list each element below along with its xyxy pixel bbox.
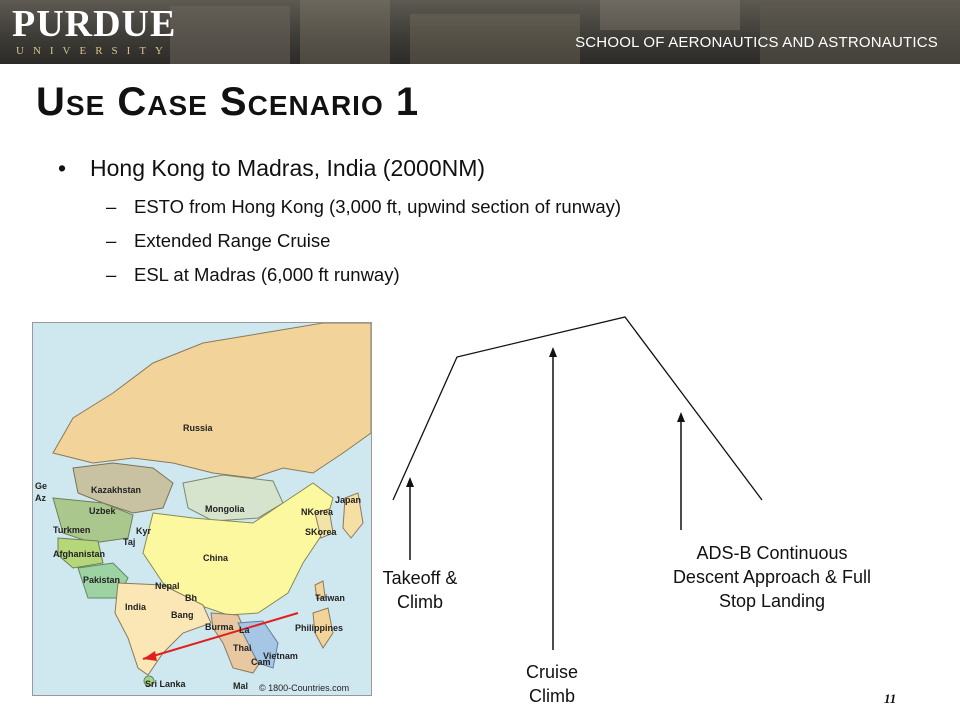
dash-mark: – [106,196,117,217]
descent-label-line2: Descent Approach & Full [672,567,872,587]
header-banner [0,0,960,64]
takeoff-label-line2: Climb [396,592,443,612]
cruise-label-line2: Climb [528,686,575,706]
map-label-kyr: Kyr [136,526,152,536]
slide-title: Use Case Scenario 1 [36,80,420,124]
dash-mark: – [106,230,117,251]
dash-mark: – [106,264,117,285]
map-label-taiwan: Taiwan [315,593,345,603]
map-label-nepal: Nepal [155,581,180,591]
page-number: 11 [884,691,897,706]
map-label-skorea: SKorea [305,527,337,537]
map-label-burma: Burma [205,622,234,632]
bullet-list [58,155,938,298]
map-label-ge: Ge [35,481,48,491]
russia-region [53,323,371,478]
flight-profile-diagram [360,305,800,715]
map-label-la: La [239,625,250,635]
descent-label-line3: Stop Landing [718,591,826,611]
takeoff-arrowhead [406,477,414,487]
campus-photo-block [600,0,740,30]
logo-subtitle: UNIVERSITY [16,45,172,57]
map-label-india: India [125,602,147,612]
descent-arrowhead [677,412,685,422]
map-label-pakistan: Pakistan [83,575,121,585]
campus-photo-block [170,6,290,64]
map-label-kazakhstan: Kazakhstan [91,485,142,495]
sub-bullet [106,196,938,218]
sub-bullet [106,264,938,286]
map-label-mal: Mal [233,681,249,691]
cruise-label-line1: Cruise [525,662,578,682]
cruise-label [492,660,612,708]
bullet-mark: • [58,155,67,181]
map-label-taj: Taj [123,537,136,547]
map-label-bh: Bh [185,593,197,603]
map-label-nkorea: NKorea [301,507,334,517]
main-bullet [58,155,938,182]
map-credit: © 1800-Countries.com [259,683,350,693]
school-name: SCHOOL OF AERONAUTICS AND ASTRONAUTICS [575,34,938,51]
takeoff-label [360,566,480,614]
sub-bullet [106,230,938,252]
descent-label [622,541,922,613]
cruise-arrowhead [549,347,557,357]
map-label-philippines: Philippines [295,623,344,633]
map-label-vietnam: Vietnam [263,651,298,661]
asia-map [32,322,372,696]
map-label-uzbek: Uzbek [89,506,116,516]
campus-photo-block [300,0,390,64]
sub-bullet-text: ESL at Madras (6,000 ft runway) [134,264,400,285]
sub-bullet-text: Extended Range Cruise [134,230,331,251]
map-label-afghanistan: Afghanistan [53,549,106,559]
map-label-china: China [203,553,229,563]
map-label-mongolia: Mongolia [205,504,245,514]
map-label-turkmen: Turkmen [53,525,91,535]
descent-label-line1: ADS-B Continuous [696,543,848,563]
map-label-az: Az [35,493,46,503]
logo-wordmark: PURDUE [12,3,177,45]
map-label-srilanka: Sri Lanka [145,679,186,689]
map-label-japan: Japan [335,495,362,505]
purdue-logo [12,4,176,57]
takeoff-label-line1: Takeoff & [382,568,458,588]
map-label-thai: Thai [233,643,252,653]
sub-bullet-text: ESTO from Hong Kong (3,000 ft, upwind section of runway) [134,196,622,217]
flight-profile-line [393,317,762,500]
map-label-bang: Bang [171,610,194,620]
map-label-cam: Cam [251,657,271,667]
main-bullet-text: Hong Kong to Madras, India (2000NM) [90,155,486,181]
campus-photo-block [410,14,580,64]
map-label-russia: Russia [183,423,213,433]
